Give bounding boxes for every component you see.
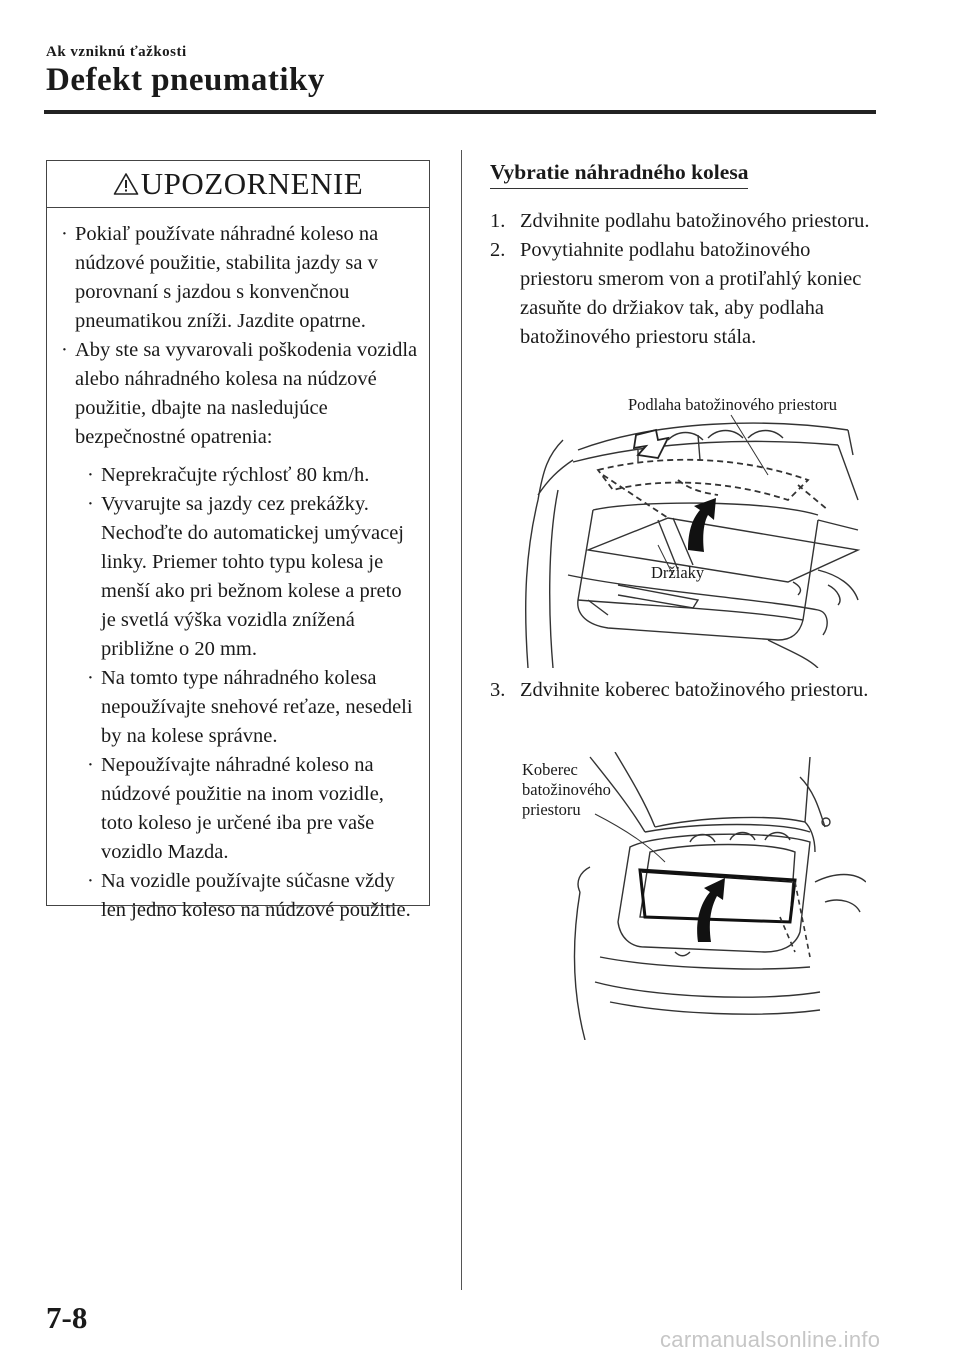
section-label: Ak vzniknú ťažkosti xyxy=(46,44,187,60)
procedure-heading: Vybratie náhradného kolesa xyxy=(490,160,748,189)
bullet-dot: · xyxy=(61,223,68,245)
figure-trunk-floor xyxy=(518,400,862,668)
warning-title: UPOZORNENIE xyxy=(140,166,364,201)
bullet-dot: · xyxy=(87,754,94,776)
warning-sub-bullet-text: Vyvarujte sa jazdy cez prekážky. Nechoďte do automatickej umývacej linky. Priemer tohto typu kolesa je menší ako pri bežnom kolese a preto je svetlá výška vozidla znížená približne o 20 mm. xyxy=(101,493,404,660)
warning-sub-bullet-text: Nepoužívajte náhradné koleso na núdzové použitie na inom vozidle, toto koleso je určené iba pre vaše vozidlo Mazda. xyxy=(101,754,384,863)
step-text: Zdvihnite podlahu batožinového priestoru. xyxy=(520,210,870,232)
procedure-step xyxy=(490,676,880,705)
procedure-column xyxy=(490,160,880,352)
step-text: Povytiahnite podlahu batožinového priestoru smerom von a protiľahlý koniec zasuňte do držiakov tak, aby podlaha batožinového priestoru stála. xyxy=(520,239,862,348)
procedure-step xyxy=(490,207,880,236)
warning-sub-bullet xyxy=(87,751,419,867)
step-number: 1. xyxy=(490,210,506,232)
warning-sub-bullet xyxy=(87,664,419,751)
warning-box xyxy=(46,160,430,921)
label-trunk-floor: Podlaha batožinového priestoru xyxy=(628,395,837,414)
warning-sub-bullet-text: Na tomto type náhradného kolesa nepoužívajte snehové reťaze, nesedeli by na kolese správne. xyxy=(101,667,413,747)
warning-header xyxy=(47,161,429,208)
warning-body xyxy=(47,208,429,925)
warning-sub-bullet-text: Neprekračujte rýchlosť 80 km/h. xyxy=(101,464,370,486)
warning-bullet xyxy=(61,220,419,336)
warning-bullet-text: Pokiaľ používate náhradné koleso na núdzové použitie, stabilita jazdy sa v porovnaní s jazdou s konvenčnou pneumatikou zníži. Jazdite opatrne. xyxy=(75,223,379,332)
step-text: Zdvihnite koberec batožinového priestoru. xyxy=(520,679,869,701)
warning-sub-bullet-text: Na vozidle používajte súčasne vždy len jedno koleso na núdzové použitie. xyxy=(101,870,411,921)
watermark: carmanualsonline.info xyxy=(660,1327,881,1352)
step-number: 3. xyxy=(490,679,506,701)
page-number: 7-8 xyxy=(46,1300,88,1335)
procedure-step xyxy=(490,236,880,352)
warning-bullet-text: Aby ste sa vyvarovali poškodenia vozidla alebo náhradného kolesa na núdzové použitie, dbajte na nasledujúce bezpečnostné opatrenia: xyxy=(75,339,418,448)
warning-bullet xyxy=(61,336,419,452)
chapter-title: Defekt pneumatiky xyxy=(46,62,325,98)
label-trunk-carpet: Koberec batožinového priestoru xyxy=(522,760,611,819)
label-holders: Držiaky xyxy=(651,563,705,582)
figure-trunk-carpet xyxy=(570,752,866,1040)
warning-triangle-icon xyxy=(113,172,139,196)
warning-sub-bullet xyxy=(87,461,419,490)
step-number: 2. xyxy=(490,239,506,261)
warning-sub-bullet xyxy=(87,867,419,925)
bullet-dot: · xyxy=(87,464,94,486)
bullet-dot: · xyxy=(87,493,94,515)
bullet-dot: · xyxy=(87,667,94,689)
warning-sub-list xyxy=(61,461,419,925)
warning-sub-bullet xyxy=(87,490,419,664)
header-rule xyxy=(44,110,876,114)
bullet-dot: · xyxy=(61,339,68,361)
bullet-dot: · xyxy=(87,870,94,892)
column-divider xyxy=(461,150,462,1290)
